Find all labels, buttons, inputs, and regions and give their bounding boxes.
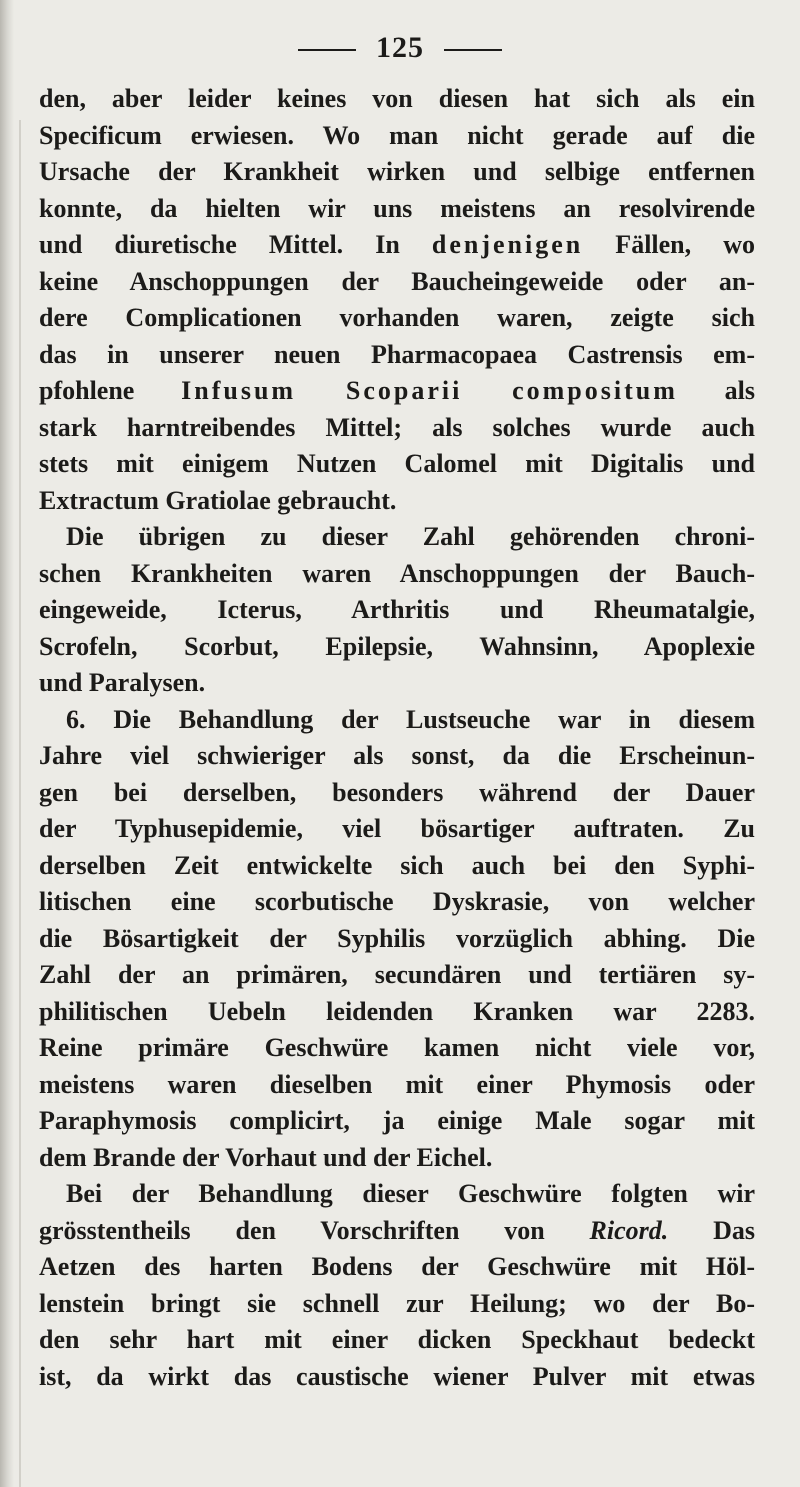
text-line: dere Complicationen vorhanden waren, zeigte sich (39, 303, 755, 332)
text-line: schen Krankheiten waren Anschoppungen der Bauch- (39, 558, 755, 588)
text-line: ist, da wirkt das caustische wiener Pulver mit etwas (39, 1361, 755, 1391)
text-line: konnte, da hielten wir uns meistens an resolvirende (39, 193, 755, 223)
spaced-text: Infusum Scoparii compositum (181, 376, 678, 405)
text-segment: pfohlene (39, 376, 182, 405)
text-line: eingeweide, Icterus, Arthritis und Rheumatalgie, (39, 595, 755, 624)
text-line: litischen eine scorbutische Dyskrasie, von welcher (39, 887, 755, 916)
header-dash-left (298, 49, 356, 51)
page-gutter-shadow (0, 0, 14, 1487)
text-line: lenstein bringt sie schnell zur Heilung; wo der Bo- (39, 1288, 755, 1318)
text-line: Zahl der an primären, secundären und tertiären sy- (39, 960, 755, 989)
text-line: das in unserer neuen Pharmacopaea Castrensis em- (39, 339, 755, 369)
text-line: stark harntreibendes Mittel; als solches wurde auch (39, 412, 755, 442)
text-line: Scrofeln, Scorbut, Epilepsie, Wahnsinn, Apoplexie (39, 631, 755, 661)
page-number: 125 (376, 31, 424, 64)
text-segment: Fällen, wo (583, 230, 755, 259)
author-name: Ricord. (589, 1215, 669, 1245)
text-line: Paraphymosis complicirt, ja einige Male sogar mit (39, 1106, 755, 1135)
text-line: 6. Die Behandlung der Lustseuche war in diesem (66, 704, 755, 734)
spaced-text: denjenigen (431, 230, 584, 259)
page-edge-line (19, 120, 21, 1487)
text-line: die Bösartigkeit der Syphilis vorzüglich abhing. Die (39, 923, 755, 953)
header-dash-right (444, 49, 502, 51)
text-segment: grösstentheils den Vorschriften von (39, 1215, 590, 1245)
text-line: Specificum erwiesen. Wo man nicht gerade auf die (39, 120, 755, 150)
text-line: derselben Zeit entwickelte sich auch bei den Syphi- (39, 850, 755, 880)
text-line: Bei der Behandlung dieser Geschwüre folgten wir (66, 1179, 755, 1208)
text-segment: als (677, 376, 756, 405)
text-line (39, 227, 755, 264)
text-line: den sehr hart mit einer dicken Speckhaut bedeckt (39, 1325, 755, 1354)
text-line: Jahre viel schwieriger als sonst, da die Erscheinun- (39, 741, 755, 770)
text-line: Ursache der Krankheit wirken und selbige entfernen (39, 157, 755, 186)
text-line: den, aber leider keines von diesen hat sich als ein (39, 84, 755, 113)
text-line: stets mit einigem Nutzen Calomel mit Digitalis und (39, 449, 755, 478)
text-line: und Paralysen. (39, 668, 206, 697)
body-text (39, 81, 755, 1395)
text-line: meistens waren dieselben mit einer Phymosis oder (39, 1069, 755, 1099)
text-line: Reine primäre Geschwüre kamen nicht viele vor, (39, 1033, 755, 1062)
text-line: gen bei derselben, besonders während der Dauer (39, 777, 755, 807)
text-line: Die übrigen zu dieser Zahl gehörenden chroni- (66, 522, 755, 551)
text-line: keine Anschoppungen der Baucheingeweide oder an- (39, 266, 755, 296)
text-line (39, 1213, 755, 1250)
text-line: Extractum Gratiolae gebraucht. (39, 485, 397, 515)
text-line: philitischen Uebeln leidenden Kranken war 2283. (39, 996, 755, 1026)
text-line (39, 373, 755, 410)
text-segment: und diuretische Mittel. In (39, 230, 432, 259)
text-segment: Das (668, 1215, 755, 1245)
text-line: dem Brande der Vorhaut und der Eichel. (39, 1142, 493, 1172)
text-line: der Typhusepidemie, viel bösartiger auftraten. Zu (39, 814, 755, 843)
page-header (0, 30, 800, 66)
text-line: Aetzen des harten Bodens der Geschwüre mit Höl- (39, 1252, 755, 1281)
